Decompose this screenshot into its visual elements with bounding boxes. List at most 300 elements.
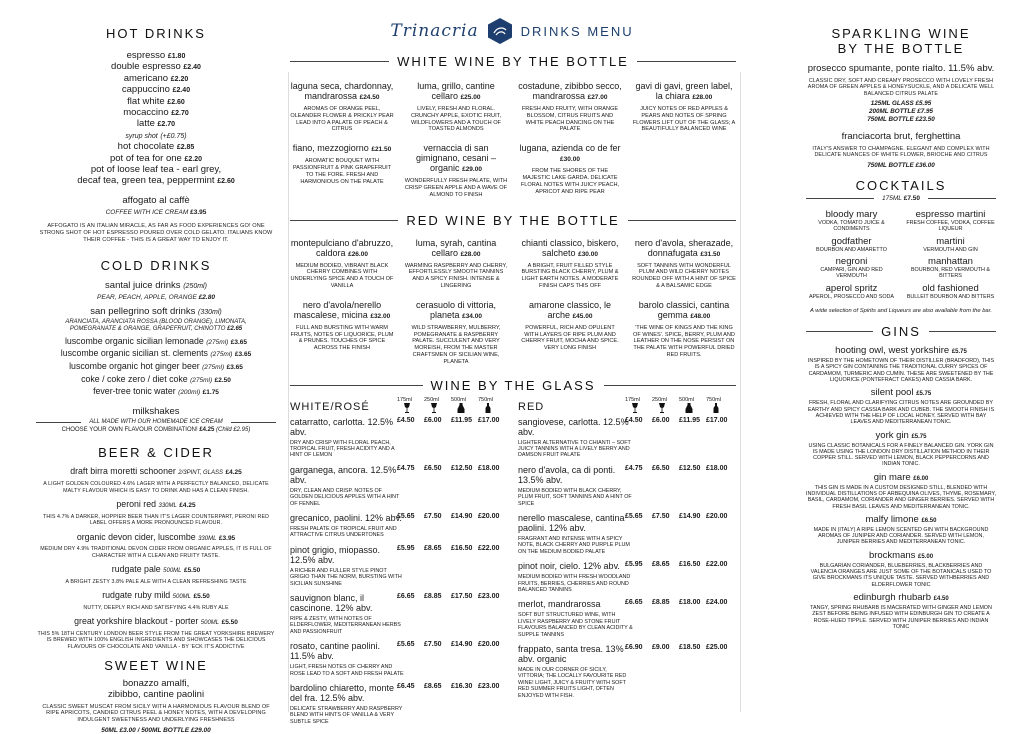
white_bottle-price: £28.00 xyxy=(692,94,713,101)
red_bottle-name xyxy=(632,238,736,260)
gin-name xyxy=(806,387,996,400)
sparkling-item xyxy=(806,64,996,124)
gin-item xyxy=(806,387,996,425)
beer-price: £5.50 xyxy=(221,619,238,627)
white-glass-desc: DELICATE STRAWBERRY AND RASPBERRY BLEND WITH HINTS OF VANILLA & VERY SUBTLE SPICE xyxy=(290,706,403,725)
glass-price: £6.45 xyxy=(397,683,415,691)
red-glass-prices xyxy=(625,417,733,459)
sweet-wine-desc: CLASSIC SWEET MUSCAT FROM SICILY WITH A HARMONIOUS FLAVOUR BLEND OF RIPE APRICOTS, CANDIED CITRUS PEEL & HONEY NOTES, WITH A DEVELOPING INDULGENT SWEETNESS AND UNDERLYING FRESHNESS xyxy=(42,703,270,724)
cocktail-item xyxy=(806,210,897,233)
red_bottle-item xyxy=(632,300,736,366)
beer-line xyxy=(36,564,276,577)
red_bottle-name xyxy=(290,238,394,260)
cold-drink-price: £2.50 xyxy=(214,376,231,384)
white_bottle-item xyxy=(404,143,508,198)
red_bottle-price: £34.00 xyxy=(462,312,482,320)
beer-size: 500ML xyxy=(200,620,220,627)
beer-desc: A LIGHT GOLDEN COLOURED 4.6% LAGER WITH A PERFECTLY BALANCED, DELICATE MALTY FLAVOUR WHICH IS EASY TO DRINK AND HAS A CLEAN FINISH. xyxy=(43,481,269,494)
white_bottle-desc: LIVELY, FRESH AND FLORAL. CRUNCHY APPLE, EXOTIC FRUIT, WILDFLOWERS AND A TOUCH OF TOASTED ALMONDS xyxy=(410,106,502,133)
middle-column xyxy=(290,54,736,731)
sparkling-price: 200ML BOTTLE £7.95 xyxy=(869,108,933,116)
santal-sub: PEAR, PEACH, APPLE, ORANGE xyxy=(97,293,197,301)
milkshakes-price: £4.25 xyxy=(199,427,215,434)
red-glass-wine xyxy=(518,513,633,555)
glass-price: £8.65 xyxy=(424,683,442,691)
beer-desc: MEDIUM DRY 4.9% TRADITIONAL DEVON CIDER FROM ORGANIC APPLES, IT IS FULL OF CHARACTER WITH A CLEAN AND FRUITY TASTE. xyxy=(40,546,272,559)
white-glass-wine xyxy=(290,545,405,587)
hot-drink-price: £2.20 xyxy=(170,75,189,83)
red_bottle-name-text: amarone classico, le arche xyxy=(528,299,612,320)
glass-price: £18.00 xyxy=(478,464,500,472)
cocktail-desc: VODKA, TOMATO JUICE & CONDIMENTS xyxy=(818,219,885,233)
red_bottle-name xyxy=(404,300,508,322)
carafe-icon xyxy=(679,403,706,413)
white-glass-wine xyxy=(290,513,405,539)
cold-drink-price: £1.75 xyxy=(202,389,219,397)
red-glass-name: nerello mascalese, cantina paolini. 12% abv. xyxy=(518,512,625,533)
red-glass-desc: FRAGRANT AND INTENSE WITH A SPICY NOTE, BLACK CHERRY AND PURPLE PLUM ON THE MEDIUM BODIED PALATE xyxy=(518,535,630,555)
red_bottle-desc: SOFT TANNINS WITH WONDERFUL PLUM AND WILD CHERRY NOTES ROUNDED OFF WITH A HINT OF SPICE & A BALSAMIC EDGE xyxy=(632,262,736,289)
glass-price: £6.00 xyxy=(424,416,442,424)
red-glass-row xyxy=(518,644,736,699)
white-glass-row xyxy=(290,417,508,459)
glass-price: £17.50 xyxy=(451,593,473,601)
white_bottle-item xyxy=(518,81,622,133)
cold-drink-price: £3.65 xyxy=(230,338,248,346)
cocktail-item xyxy=(806,237,897,253)
beer-line xyxy=(36,616,276,629)
glass-price: £6.65 xyxy=(397,593,415,601)
menu-title: DRINKS MENU xyxy=(520,23,634,39)
wine-glass-icon xyxy=(625,403,652,413)
red_bottle-item xyxy=(290,300,394,366)
gin-item xyxy=(806,592,996,630)
sparkling-desc: ITALY'S ANSWER TO CHAMPAGNE. ELEGANT AND COMPLEX WITH DELICATE NUANCES OF WHITE FLOWER, BRIOCHE AND CITRUS xyxy=(812,145,990,159)
white-glass-name: rosato, cantine paolini. 11.5% abv. xyxy=(290,641,381,662)
affogato-price: £3.95 xyxy=(190,209,207,217)
red-glass-row xyxy=(518,417,736,459)
cocktail-item xyxy=(905,284,996,300)
sparkling-title2: BY THE BOTTLE xyxy=(837,41,965,56)
cocktail-name: godfather xyxy=(831,235,872,247)
cold-drink-name: luscombe organic sicilian lemonade xyxy=(64,335,204,346)
glass-price: £4.75 xyxy=(397,464,415,472)
white_bottle-name xyxy=(518,143,622,165)
red-bottle-list xyxy=(290,238,736,366)
beer-size: 500ML xyxy=(172,594,192,601)
wine-glass-icon xyxy=(397,403,424,413)
gin-desc: TANGY, SPRING RHUBARB IS MACERATED WITH GINGER AND LEMON ZEST BEFORE BEING INFUSED WITH EDINBURGH GIN TO CREATE A ROSE-HUED TIPPLE. SERVED WITH JUNIPER BERRIES AND INDIAN TONIC xyxy=(810,604,992,630)
santal-size: (250ml) xyxy=(183,283,207,291)
cold-drink-name: fever-tree tonic water xyxy=(93,386,176,397)
bottle-icon xyxy=(478,403,505,413)
hot-drink-price: £1.80 xyxy=(167,53,186,60)
red_bottle-price: £26.00 xyxy=(348,250,368,258)
white_bottle-name xyxy=(404,81,508,103)
red-glass-wine xyxy=(518,644,633,699)
red-glass-row xyxy=(518,599,736,638)
glass-price: £20.00 xyxy=(478,512,500,520)
white-glass-prices xyxy=(397,465,505,507)
cocktail-item xyxy=(905,210,996,233)
white_bottle-item xyxy=(632,81,736,133)
red_bottle-name xyxy=(518,300,622,322)
glass-price: £6.00 xyxy=(652,416,670,424)
glass-price: £6.50 xyxy=(652,464,670,472)
cold-drink-item xyxy=(36,348,276,361)
gin-desc: FRESH, FLORAL AND CLARIFYING CITRUS NOTES ARE GROUNDED BY EARTHY AND SPICY CASSIA BARK AND CUBEB. THE SMOOTH FINISH IS ACHIEVED WITH THE HELP OF LOCAL HONEY. SERVED WITH BAY LEAVES AND MEDITERRANEAN TONIC. xyxy=(807,400,995,426)
size-label: 175ml xyxy=(397,396,412,403)
bottle-icon xyxy=(706,403,733,413)
red_bottle-name-text: montepulciano d'abruzzo, caldora xyxy=(290,237,394,258)
size-label: 250ml xyxy=(652,396,667,403)
hot-drink-name: latte xyxy=(136,118,155,130)
hot-drink-name: hot chocolate xyxy=(117,141,175,153)
white-glass-row xyxy=(290,593,508,635)
gin-price: £4.50 xyxy=(933,595,949,602)
red_bottle-desc: POWERFUL, RICH AND OPULENT WITH LAYERS OF RIPE PLUM AND CHERRY FRUIT, MOCHA AND SPICE. VERY LONG FINISH xyxy=(521,324,619,352)
hot-drink-price: (+£0.75) xyxy=(160,132,187,140)
glass-price: £18.50 xyxy=(679,644,701,652)
gin-name xyxy=(806,592,996,605)
hot-drink-name: mocaccino xyxy=(123,107,169,119)
glass-price: £6.50 xyxy=(424,464,442,472)
glass-price: £25.00 xyxy=(706,644,728,652)
red-glass-desc: MADE IN OUR CORNER OF SICILY, VITTORIA; THE LOCALLY FAVOURITE RED WINE! LIGHT, JUICY & FRUITY WITH SOFT RED SUMMER FRUITS LIGHT, OFTEN ENJOYED WITH FISH. xyxy=(518,667,627,699)
red-glass-wine xyxy=(518,417,633,459)
red-glass-name: sangiovese, carlotta. 12.5% abv. xyxy=(518,416,629,437)
red_bottle-price: £32.00 xyxy=(370,312,391,320)
red-glass-row xyxy=(518,561,736,593)
white-glass-wine xyxy=(290,683,405,725)
white-glass-row xyxy=(290,683,508,725)
size-label: 750ml xyxy=(706,396,721,403)
glass-price: £5.95 xyxy=(625,561,643,569)
red_bottle-item xyxy=(518,238,622,290)
white_bottle-name xyxy=(290,143,394,155)
by-glass-tables xyxy=(290,397,736,732)
gin-name-text: silent pool xyxy=(870,387,914,399)
red_bottle-name-text: cerasuolo di vittoria, planeta xyxy=(415,299,497,320)
cold-drink-size: (200ml) xyxy=(178,389,201,397)
glass-price: £7.50 xyxy=(652,512,670,520)
white-glass-row xyxy=(290,465,508,507)
red_bottle-item xyxy=(518,300,622,366)
gin-name xyxy=(806,550,996,563)
white_bottle-price: £25.00 xyxy=(460,94,481,101)
beer-price: £5.50 xyxy=(183,567,201,575)
glass-price: £23.00 xyxy=(478,593,500,601)
white_bottle-desc: AROMAS OF ORANGE PEEL, OLEANDER FLOWER & PRICKLY PEAR LEAD INTO A PALATE OF PEACH & CITRUS xyxy=(290,106,394,133)
cocktail-desc: BOURBON AND AMARETTO xyxy=(816,246,887,253)
pellegrino-name: san pellegrino soft drinks xyxy=(90,306,196,318)
glass-price: £12.50 xyxy=(679,464,701,472)
santal-price: £2.80 xyxy=(198,293,215,301)
cold-drink-price: £3.65 xyxy=(234,351,252,359)
white_bottle-desc: FROM THE SHORES OF THE MAJESTIC LAKE GARDA. DELICATE FLORAL NOTES WITH JUICY PEACH, APRICOT AND RIPE PEAR xyxy=(520,168,620,195)
wine-glass-icon xyxy=(424,403,451,413)
beer-name: rudgate pale xyxy=(111,564,161,575)
white_bottle-name xyxy=(290,81,394,103)
white-glass-desc: LIGHT, FRESH NOTES OF CHERRY AND ROSE LEAD TO A SOFT AND FRESH PALATE xyxy=(290,664,404,677)
white_bottle-desc: JUICY NOTES OF RED APPLES & PEARS AND NOTES OF SPRING FLOWERS LIFT OUT OF THE GLASS; A BEAUTIFULLY BALANCED WINE xyxy=(632,106,736,133)
white_bottle-name xyxy=(632,81,736,103)
by-glass-title: WINE BY THE GLASS xyxy=(430,377,596,393)
hot-drink-price: £2.40 xyxy=(183,64,201,72)
cold-drink-size: (275ml) xyxy=(202,364,225,372)
gin-name xyxy=(806,472,996,485)
red_bottle-name-text: chianti classico, biskero, salcheto xyxy=(521,237,619,258)
glass-price: £6.90 xyxy=(625,644,643,652)
white_bottle-name-text: fiano, mezzogiorno xyxy=(292,143,369,154)
gin-list xyxy=(806,345,996,630)
hot-drink-price: £2.70 xyxy=(171,110,189,118)
gin-price: £5.75 xyxy=(911,433,927,440)
red-glass-desc: MEDIUM BODIED WITH BLACK CHERRY, PLUM FRUIT, SOFT TANNINS AND A HINT OF SPICE xyxy=(518,487,632,507)
sweet-wine-title: SWEET WINE xyxy=(104,658,208,674)
red_bottle-name xyxy=(404,238,508,260)
glass-price: £6.65 xyxy=(625,599,643,607)
pellegrino-sub: ARANCIATA, ARANCIATA ROSSA (BLOOD ORANGE), LIMONATA, POMEGRANATE & ORANGE, GRAPEFRUIT, CHINOTTO xyxy=(65,318,247,333)
affogato-name: affogato al caffè xyxy=(122,194,190,206)
red-glass-wine xyxy=(518,465,633,507)
glass-price: £5.65 xyxy=(397,512,415,520)
cold-drink-price: £3.65 xyxy=(226,364,243,372)
white-glass-row xyxy=(290,641,508,677)
red-glass-name: nero d'avola, ca di ponti. 13.5% abv. xyxy=(518,464,616,485)
cocktail-item xyxy=(806,257,897,280)
hot-drink-price: £2.70 xyxy=(157,121,176,129)
white-glass-prices xyxy=(397,683,505,725)
glass-price: £9.00 xyxy=(652,644,670,652)
beer-size: 330ML xyxy=(198,535,217,542)
sweet-wine-price: 50ML £3.00 / 500ML BOTTLE £29.00 xyxy=(101,727,211,734)
beer-name: rudgate ruby mild xyxy=(102,590,171,601)
cocktail-name: martini xyxy=(936,235,965,247)
red-glass-wine xyxy=(518,599,633,638)
cold-drink-name: luscombe organic sicilian st. clements xyxy=(60,348,208,359)
glass-price: £8.85 xyxy=(652,599,670,607)
red_bottle-item xyxy=(290,238,394,290)
white-glass-name: grecanico, paolini. 12% abv. xyxy=(290,512,402,523)
red-glass-desc: SOFT BUT STRUCTURED WINE, WITH LIVELY RASPBERRY AND STONE FRUIT FLAVOURS BALANCED BY CLEAN ACIDITY & SUPPLE TANNINS xyxy=(518,612,633,638)
pellegrino-price: £2.65 xyxy=(227,326,243,333)
cold-drink-item xyxy=(36,374,276,387)
affogato xyxy=(36,196,276,244)
red-glass-prices xyxy=(625,465,733,507)
red_bottle-desc: WILD STRAWBERRY, MULBERRY, POMEGRANATE & RASPBERRY PALATE. SUCCULENT AND VERY MOREISH, FROM THE MASTER CRAFTSMEN OF SICILIAN WINE, PLANETA xyxy=(411,324,501,365)
beer-name: organic devon cider, luscombe xyxy=(76,531,196,542)
hot-drink-name: americano xyxy=(123,72,169,84)
sweet-wine-name1: bonazzo amalfi, xyxy=(122,678,190,690)
red-glass-desc: LIGHTER ALTERNATIVE TO CHIANTI – SOFT JUICY TANNINS WITH A LIVELY BERRY AND DAMSON FRUIT PALATE xyxy=(518,439,631,459)
hot-drink-name: double espresso xyxy=(111,61,181,73)
white_bottle-price: £21.50 xyxy=(371,146,392,154)
red-glass-name: frappato, santa tresa. 13% abv. organic xyxy=(518,644,624,665)
gin-name-text: hooting owl, west yorkshire xyxy=(835,345,950,357)
glass-price: £20.00 xyxy=(706,512,728,520)
beer-title: BEER & CIDER xyxy=(98,445,214,461)
logo-icon xyxy=(487,17,513,45)
red_bottle-price: £31.50 xyxy=(700,250,721,258)
affogato-desc: AFFOGATO IS AN ITALIAN MIRACLE, AS FAR AS FOOD EXPERIENCES GO! ONE STRONG SHOT OF HOT ESPRESSO POURED OVER COLD GELATO. ITALIANS KNOW THEIR COFFEE - THIS IS A GREAT WAY TO ENJOY IT. xyxy=(39,223,273,244)
gin-name xyxy=(806,345,996,358)
sparkling-item xyxy=(806,132,996,170)
white-bottle-list xyxy=(290,81,736,199)
hot-drink-name: cappuccino xyxy=(121,84,170,96)
menu-header xyxy=(380,14,644,48)
red_bottle-price: £30.00 xyxy=(578,250,598,258)
beer-line xyxy=(36,532,276,545)
white_bottle-name-text: luma, grillo, cantine cellaro xyxy=(417,81,495,101)
white_bottle-item xyxy=(290,81,394,133)
milkshakes-desc: CHOOSE YOUR OWN FLAVOUR COMBINATION! xyxy=(61,427,198,434)
glass-price: £17.00 xyxy=(478,416,500,424)
cocktail-item xyxy=(905,257,996,280)
glass-icons xyxy=(397,403,505,413)
beer-desc: A BRIGHT ZESTY 3.8% PALE ALE WITH A CLEAN REFRESHING TASTE xyxy=(65,578,247,585)
santal-name: santal juice drinks xyxy=(105,280,181,292)
red-glass-wine xyxy=(518,561,633,593)
white_bottle-desc: WONDERFULLY FRESH PALATE, WITH CRISP GREEN APPLE AND A WAVE OF ALMOND TO FINISH xyxy=(404,178,508,198)
glass-price: £4.50 xyxy=(397,416,415,424)
carafe-icon xyxy=(451,403,478,413)
cold-drink-item xyxy=(36,361,276,374)
hot-drink-item xyxy=(36,119,276,130)
white_bottle-name-text: costadune, zibibbo secco, mandrarossa xyxy=(518,81,622,101)
wine-glass-icon xyxy=(652,403,679,413)
glass-price: £8.65 xyxy=(652,561,670,569)
cocktail-name: manhattan xyxy=(928,255,973,267)
beer-price: £5.50 xyxy=(193,593,210,601)
glass-price: £16.50 xyxy=(451,544,473,552)
sparkling-list xyxy=(806,64,996,170)
white_bottle-item xyxy=(404,81,508,133)
cocktail-item xyxy=(905,237,996,253)
glass-price: £16.30 xyxy=(451,683,473,691)
glass-price: £8.85 xyxy=(424,593,442,601)
white-glass-wine xyxy=(290,593,405,635)
white_bottle-item xyxy=(290,143,394,198)
red_bottle-name xyxy=(518,238,622,260)
glass-price: £12.50 xyxy=(451,464,473,472)
white_bottle-name-text: vernaccia di san gimignano, cesani – organic xyxy=(415,143,497,174)
cocktail-name: negroni xyxy=(835,255,868,267)
white_bottle-desc: FRESH AND FRUITY, WITH ORANGE BLOSSOM, CITRUS FRUITS AND WHITE PEACH DANCING ON THE PALATE xyxy=(521,106,619,133)
hot-drinks-title: HOT DRINKS xyxy=(106,26,206,41)
san-pellegrino xyxy=(36,307,276,334)
milkshakes-sub: ALL MADE WITH OUR HOMEMADE ICE CREAM xyxy=(89,419,223,426)
hot-drink-price: £2.60 xyxy=(167,98,185,106)
gin-name-text: york gin xyxy=(875,429,909,441)
white-glass-name: pinot grigio, miopasso. 12.5% abv. xyxy=(290,544,381,565)
white_bottle-name xyxy=(518,81,622,103)
white_bottle-desc: AROMATIC BOUQUET WITH PASSIONFRUIT & PINK GRAPEFRUIT TO THE FORE. FRESH AND HARMONIOUS ON THE PALATE xyxy=(292,158,392,185)
beer-item xyxy=(36,466,276,494)
glass-price: £20.00 xyxy=(478,641,500,649)
sparkling-title1: SPARKLING WINE xyxy=(831,26,971,41)
glass-price: £14.90 xyxy=(679,512,701,520)
white-glass-table xyxy=(290,397,508,732)
white_bottle-name xyxy=(404,143,508,175)
glass-price: £14.90 xyxy=(451,641,473,649)
cocktail-list xyxy=(806,210,996,300)
white-glass-name: catarratto, carlotta. 12.5% abv. xyxy=(290,416,394,437)
red-glass-table xyxy=(518,397,736,732)
sweet-wine xyxy=(36,679,276,734)
cocktails-price: £7.50 xyxy=(903,194,920,202)
red-glass-name: merlot, mandrarossa xyxy=(518,599,601,610)
divider-left xyxy=(288,72,289,712)
cocktail-desc: APEROL, PROSECCO AND SODA xyxy=(808,293,895,300)
red_bottle-name-text: luma, syrah, cantina cellaro xyxy=(415,237,497,258)
gins-title: GINS xyxy=(881,324,921,340)
gin-desc: USING CLASSIC BOTANICALS FOR A FINELY BALANCED GIN. YORK GIN IS MADE USING THE LONDON DRY DISTILLATION METHOD IN THEIR COPPER STILL. SERVED WITH LEMON, BLACK PEPPERCORNS AND INDIAN TONIC. xyxy=(808,442,994,468)
gin-price: £5.00 xyxy=(918,553,934,560)
beer-size: 2/3PINT, GLASS xyxy=(178,470,224,477)
size-label: 175ml xyxy=(625,396,640,403)
hot-drink-name: decaf tea, green tea, peppermint xyxy=(77,175,215,187)
size-label: 500ml xyxy=(451,396,466,403)
cold-drink-size: (275ml) xyxy=(190,376,213,384)
cocktail-name: aperol spritz xyxy=(825,282,878,294)
gin-price: £6.50 xyxy=(921,517,937,524)
red_bottle-item xyxy=(632,238,736,290)
red_bottle-desc: FULL AND BURSTING WITH WARM FRUITS, NOTES OF LIQUORICE, PLUM & PRUNES. TOUCHES OF SPICE ACROSS THE FINISH xyxy=(290,324,394,352)
glass-price: £4.75 xyxy=(625,464,643,472)
beer-item xyxy=(36,532,276,560)
cocktail-desc: FRESH COFFEE, VODKA, COFFEE LIQUEUR xyxy=(906,219,995,233)
cold-drinks-title: COLD DRINKS xyxy=(100,258,212,274)
beer-line xyxy=(36,590,276,603)
gin-item xyxy=(806,345,996,383)
red-glass-prices xyxy=(625,513,733,555)
divider-right xyxy=(740,72,741,712)
cocktail-desc: VERMOUTH AND GIN xyxy=(923,246,978,253)
beer-item xyxy=(36,564,276,585)
white-glass-prices xyxy=(397,513,505,539)
gin-name-text: gin mare xyxy=(873,471,911,483)
white-glass-prices xyxy=(397,641,505,677)
white-glass-list xyxy=(290,417,508,726)
glass-price: £18.00 xyxy=(706,464,728,472)
milkshakes-child: (Child £2.95) xyxy=(216,427,251,434)
beer-name: peroni red xyxy=(116,499,157,509)
cold-drink-size: (275ml) xyxy=(210,351,233,359)
hot-drink-name: pot of tea for one xyxy=(109,152,182,164)
gin-name-text: brockmans xyxy=(868,549,916,561)
cocktail-name: old fashioned xyxy=(922,282,979,294)
sparkling-desc: CLASSIC DRY, SOFT AND CREAMY PROSECCO WITH LOVELY FRESH AROMA OF GREEN APPLES & HONEYSUCKLE, AND A DELICATE WELL BALANCED CITRUS PALATE xyxy=(807,77,995,97)
beer-line xyxy=(36,466,276,479)
white-glass-desc: DRY, CLEAN AND CRISP. NOTES OF GOLDEN DELICIOUS APPLES WITH A HINT OF FENNEL xyxy=(290,487,400,507)
size-label: 750ml xyxy=(478,396,493,403)
beer-desc: THIS 5% 18TH CENTURY LONDON BEER STYLE FROM THE GREAT YORKSHIRE BREWERY IS BREWED WITH 100% ENGLISH INGREDIENTS AND SHOWCASES THE DELICIOUS FLAVOURS OF CHOCOLATE AND VANILLA - BY 'ECK IT'S ADDICTIVE xyxy=(37,630,275,650)
hot-drink-price: £2.40 xyxy=(172,87,191,95)
red-glass-prices xyxy=(625,599,733,638)
sparkling-name: prosecco spumante, ponte rialto. 11.5% abv. xyxy=(807,63,995,74)
hot-drink-name: pot of loose leaf tea - earl grey, xyxy=(90,164,222,176)
glass-price: £14.90 xyxy=(451,512,473,520)
red_bottle-desc: MEDIUM BODIED, VIBRANT BLACK CHERRY COMBINES WITH UNDERLYING SPICE AND A TOUCH OF VANILLA xyxy=(290,262,394,289)
white-glass-wine xyxy=(290,417,405,459)
beer-name: draft birra moretti schooner xyxy=(70,466,176,477)
hot-drink-price: £2.60 xyxy=(217,178,235,186)
glass-price: £24.00 xyxy=(706,599,728,607)
beer-size: 500ML xyxy=(163,568,182,575)
pellegrino-size: (330ml) xyxy=(198,309,222,317)
red_bottle-price: £45.00 xyxy=(572,312,593,320)
